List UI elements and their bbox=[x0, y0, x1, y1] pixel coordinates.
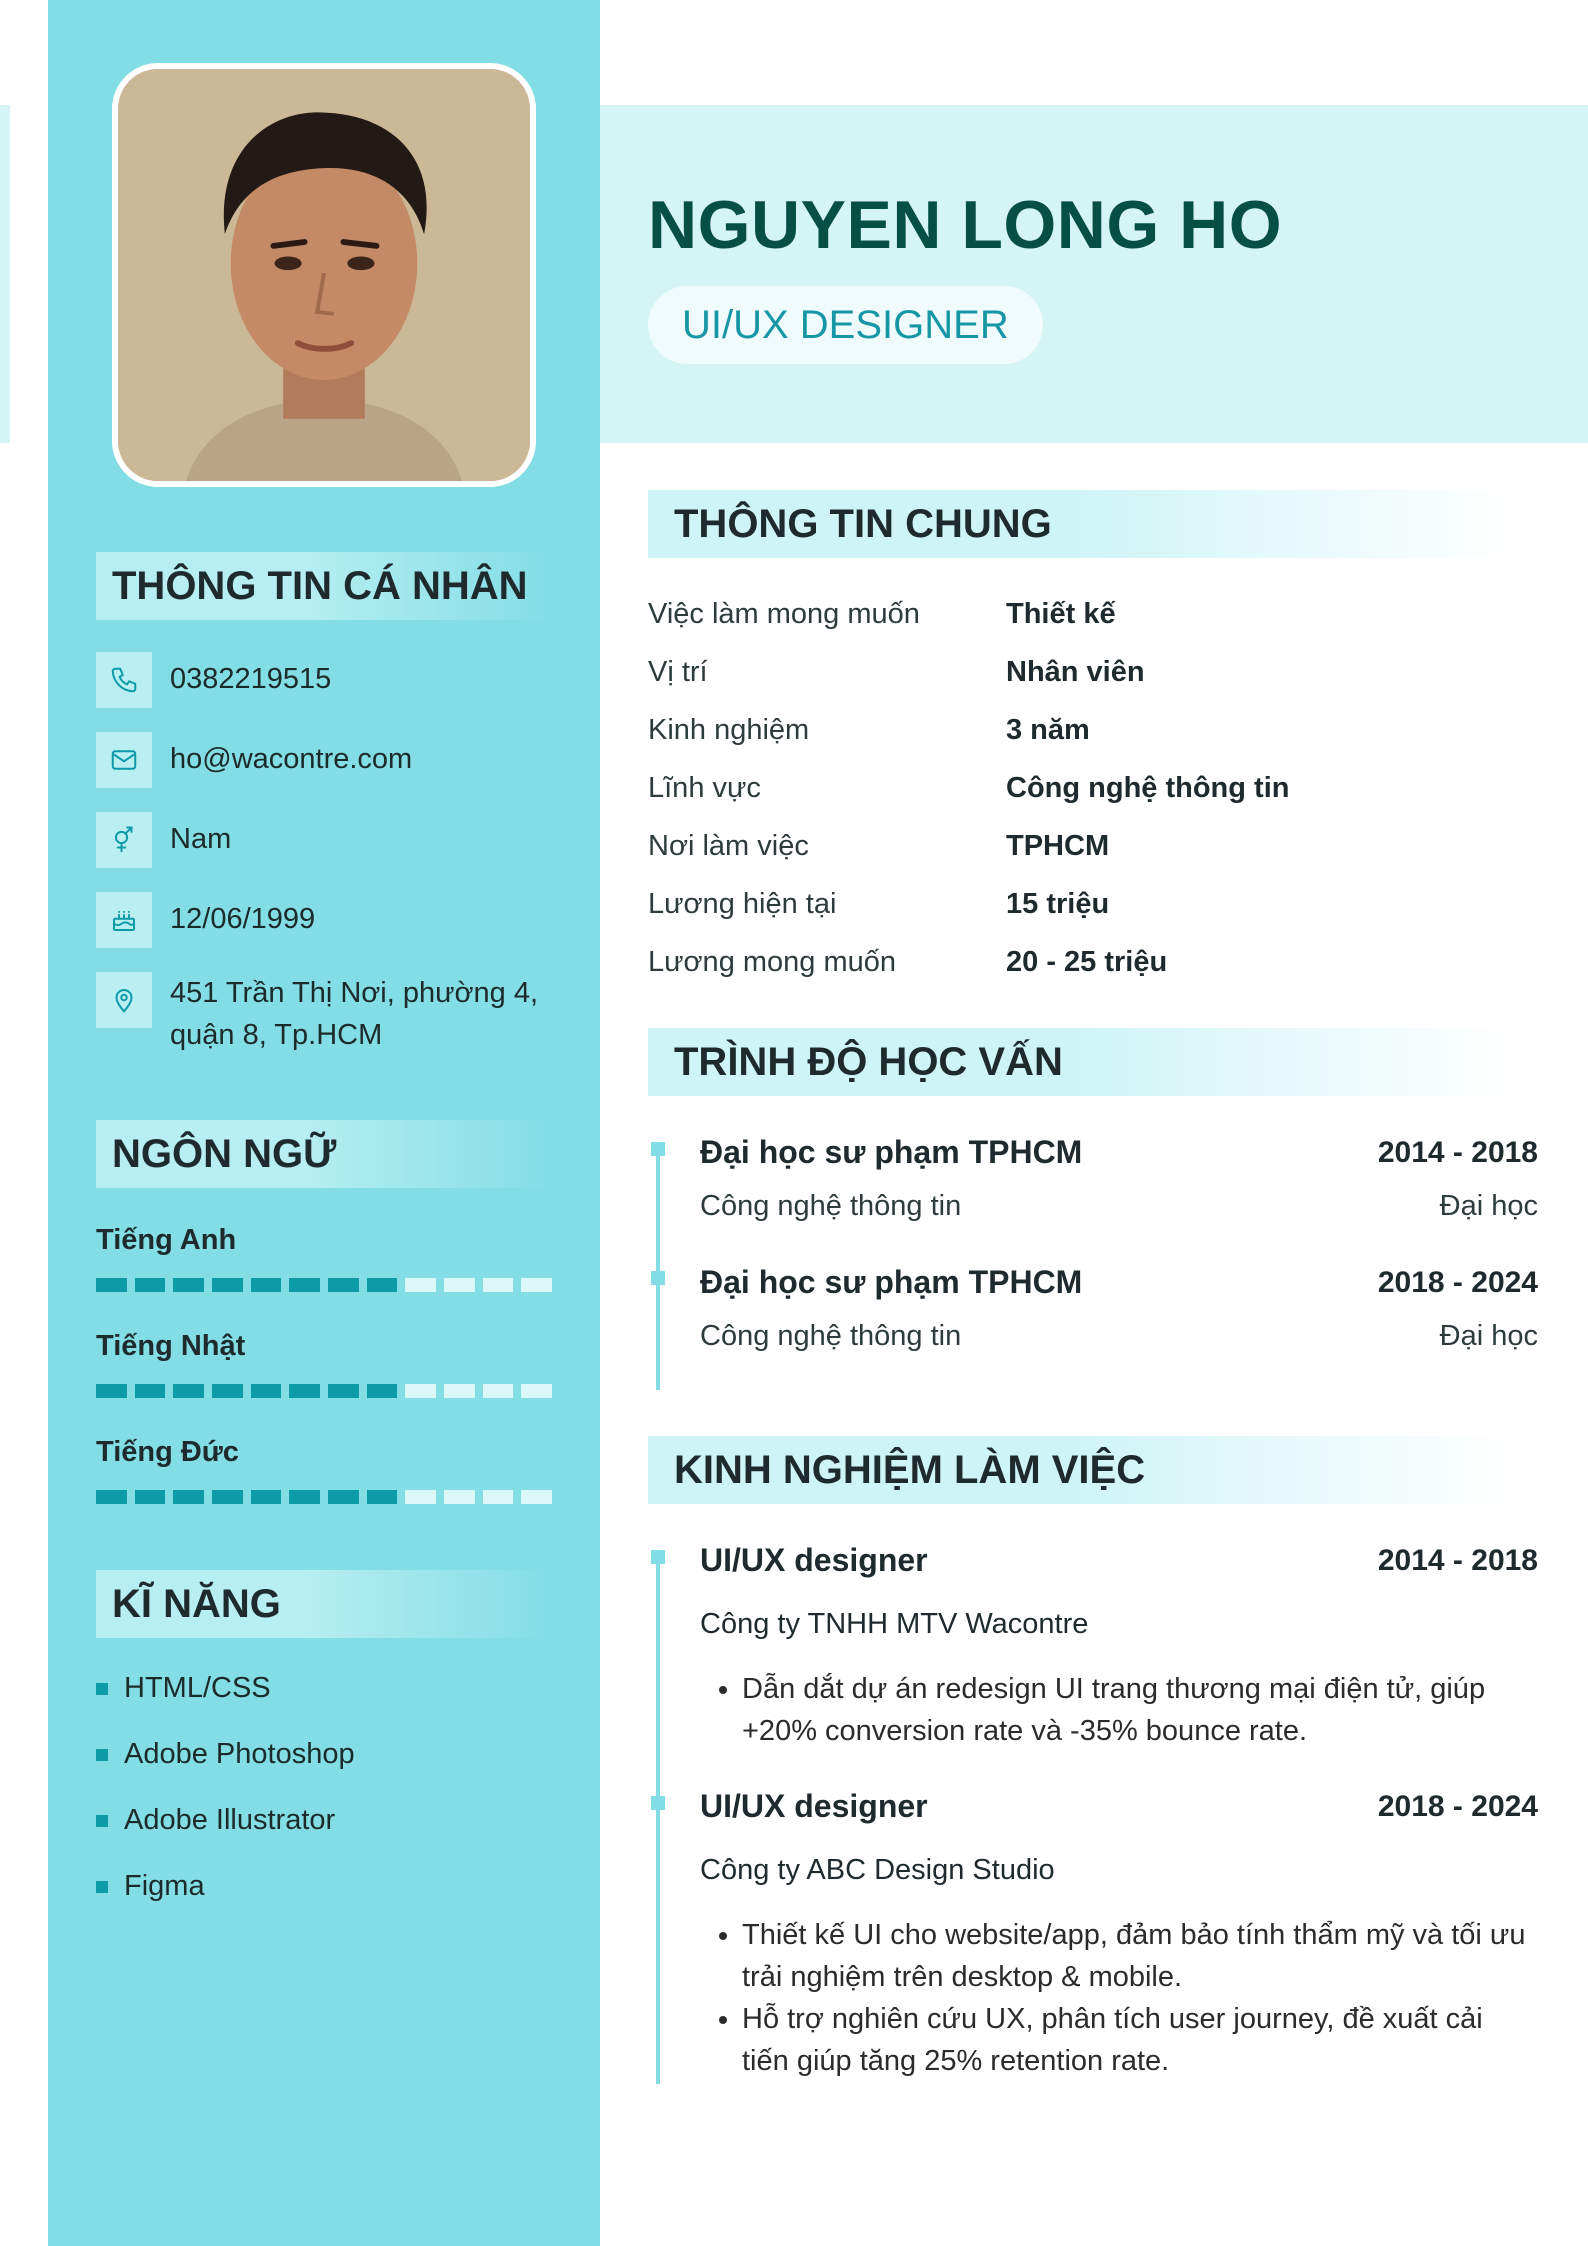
bullet-square-icon bbox=[96, 1815, 108, 1827]
education-major: Công nghệ thông tin bbox=[700, 1320, 962, 1352]
education-degree: Đại học bbox=[1439, 1320, 1538, 1352]
languages-heading: NGÔN NGỮ bbox=[96, 1120, 556, 1188]
language-level-bar bbox=[96, 1278, 552, 1292]
birthday: 12/06/1999 bbox=[170, 903, 316, 935]
timeline-line bbox=[656, 1550, 660, 2084]
job-achievements bbox=[742, 1668, 1532, 1752]
job-years: 2014 - 2018 bbox=[1377, 1544, 1538, 1577]
info-value: Thiết kế bbox=[1006, 598, 1116, 630]
education-school: Đại học sư phạm TPHCM bbox=[700, 1264, 1083, 1300]
contact-phone bbox=[96, 652, 576, 708]
level-segment bbox=[444, 1490, 475, 1504]
job-position-badge: UI/UX DESIGNER bbox=[648, 286, 1043, 364]
language-level-bar bbox=[96, 1384, 552, 1398]
info-value: TPHCM bbox=[1006, 830, 1110, 862]
timeline-dot bbox=[651, 1271, 665, 1285]
address bbox=[170, 972, 538, 1056]
job-years: 2018 - 2024 bbox=[1377, 1790, 1538, 1823]
level-segment bbox=[521, 1490, 552, 1504]
experience-heading: KINH NGHIỆM LÀM VIỆC bbox=[648, 1436, 1508, 1504]
language-name: Tiếng Anh bbox=[96, 1224, 237, 1256]
job-company: Công ty ABC Design Studio bbox=[700, 1854, 1055, 1886]
level-segment bbox=[328, 1384, 359, 1398]
skills-heading: KĨ NĂNG bbox=[96, 1570, 556, 1638]
level-segment bbox=[251, 1278, 282, 1292]
education-school: Đại học sư phạm TPHCM bbox=[700, 1134, 1083, 1170]
level-segment bbox=[405, 1384, 436, 1398]
avatar bbox=[112, 63, 536, 487]
gender: Nam bbox=[170, 823, 232, 855]
skill-item bbox=[96, 1804, 335, 1837]
level-segment bbox=[251, 1490, 282, 1504]
info-row bbox=[648, 594, 1116, 634]
skill-item bbox=[96, 1738, 355, 1771]
email-address: ho@wacontre.com bbox=[170, 743, 413, 775]
level-segment bbox=[483, 1278, 514, 1292]
info-value: Nhân viên bbox=[1006, 656, 1145, 688]
skill-label: Adobe Photoshop bbox=[124, 1738, 355, 1770]
level-segment bbox=[367, 1490, 398, 1504]
info-value: Công nghệ thông tin bbox=[1006, 772, 1290, 804]
timeline-dot bbox=[651, 1796, 665, 1810]
language-name: Tiếng Nhật bbox=[96, 1330, 246, 1362]
level-segment bbox=[212, 1384, 243, 1398]
level-segment bbox=[135, 1490, 166, 1504]
info-row bbox=[648, 710, 1090, 750]
job-company: Công ty TNHH MTV Wacontre bbox=[700, 1608, 1089, 1640]
candidate-name: NGUYEN LONG HO bbox=[648, 187, 1283, 263]
level-segment bbox=[251, 1384, 282, 1398]
header-band bbox=[598, 105, 1588, 443]
level-segment bbox=[444, 1278, 475, 1292]
level-segment bbox=[289, 1278, 320, 1292]
contact-email bbox=[96, 732, 576, 788]
skill-label: Figma bbox=[124, 1870, 205, 1902]
decorative-strip bbox=[0, 105, 10, 443]
bullet-square-icon bbox=[96, 1881, 108, 1893]
info-label: Lương hiện tại bbox=[648, 888, 837, 920]
level-segment bbox=[173, 1490, 204, 1504]
info-label: Nơi làm việc bbox=[648, 830, 809, 862]
mail-icon bbox=[96, 732, 152, 788]
personal-info-heading: THÔNG TIN CÁ NHÂN bbox=[96, 552, 556, 620]
level-segment bbox=[96, 1490, 127, 1504]
info-value: 3 năm bbox=[1006, 714, 1090, 746]
bullet-square-icon bbox=[96, 1749, 108, 1761]
phone-number: 0382219515 bbox=[170, 663, 332, 695]
skill-item bbox=[96, 1870, 205, 1903]
level-segment bbox=[328, 1490, 359, 1504]
level-segment bbox=[289, 1384, 320, 1398]
level-segment bbox=[444, 1384, 475, 1398]
bullet-square-icon bbox=[96, 1683, 108, 1695]
level-segment bbox=[173, 1384, 204, 1398]
cake-icon bbox=[96, 892, 152, 948]
info-row bbox=[648, 826, 1109, 866]
education-major: Công nghệ thông tin bbox=[700, 1190, 962, 1222]
job-bullet: • Dẫn dắt dự án redesign UI trang thương mại điện tử, giúp +20% conversion rate và -35% bounce rate. bbox=[742, 1668, 1532, 1752]
job-bullet: • Thiết kế UI cho website/app, đảm bảo tính thẩm mỹ và tối ưu trải nghiệm trên desktop & mobile. bbox=[742, 1914, 1532, 1998]
language-level-bar bbox=[96, 1490, 552, 1504]
level-segment bbox=[173, 1278, 204, 1292]
job-achievements bbox=[742, 1914, 1532, 2082]
info-value: 15 triệu bbox=[1006, 888, 1110, 920]
info-row bbox=[648, 652, 1145, 692]
info-label: Kinh nghiệm bbox=[648, 714, 810, 746]
portrait-image bbox=[118, 69, 530, 481]
contact-gender bbox=[96, 812, 576, 868]
level-segment bbox=[212, 1278, 243, 1292]
level-segment bbox=[483, 1384, 514, 1398]
level-segment bbox=[483, 1490, 514, 1504]
info-row bbox=[648, 884, 1109, 924]
level-segment bbox=[289, 1490, 320, 1504]
level-segment bbox=[405, 1278, 436, 1292]
level-segment bbox=[135, 1278, 166, 1292]
info-label: Việc làm mong muốn bbox=[648, 598, 920, 630]
timeline-line bbox=[656, 1142, 660, 1390]
job-bullet: • Hỗ trợ nghiên cứu UX, phân tích user journey, đề xuất cải tiến giúp tăng 25% retention rate. bbox=[742, 1998, 1532, 2082]
level-segment bbox=[367, 1278, 398, 1292]
info-row bbox=[648, 942, 1167, 982]
level-segment bbox=[367, 1384, 398, 1398]
education-degree: Đại học bbox=[1439, 1190, 1538, 1222]
timeline-dot bbox=[651, 1550, 665, 1564]
skill-label: HTML/CSS bbox=[124, 1672, 271, 1704]
level-segment bbox=[521, 1384, 552, 1398]
level-segment bbox=[96, 1384, 127, 1398]
education-years: 2018 - 2024 bbox=[1377, 1266, 1538, 1299]
level-segment bbox=[405, 1490, 436, 1504]
level-segment bbox=[212, 1490, 243, 1504]
general-info-heading: THÔNG TIN CHUNG bbox=[648, 490, 1508, 558]
info-value: 20 - 25 triệu bbox=[1006, 946, 1168, 978]
level-segment bbox=[521, 1278, 552, 1292]
info-row bbox=[648, 768, 1289, 808]
language-name: Tiếng Đức bbox=[96, 1436, 239, 1468]
education-heading: TRÌNH ĐỘ HỌC VẤN bbox=[648, 1028, 1508, 1096]
location-pin-icon bbox=[96, 972, 152, 1028]
level-segment bbox=[328, 1278, 359, 1292]
timeline-dot bbox=[651, 1142, 665, 1156]
skill-item bbox=[96, 1672, 271, 1705]
skill-label: Adobe Illustrator bbox=[124, 1804, 336, 1836]
education-years: 2014 - 2018 bbox=[1377, 1136, 1538, 1169]
info-label: Lĩnh vực bbox=[648, 772, 761, 804]
info-label: Lương mong muốn bbox=[648, 946, 897, 978]
level-segment bbox=[96, 1278, 127, 1292]
phone-icon bbox=[96, 652, 152, 708]
job-title: UI/UX designer bbox=[700, 1788, 928, 1824]
job-title: UI/UX designer bbox=[700, 1542, 928, 1578]
level-segment bbox=[135, 1384, 166, 1398]
info-label: Vị trí bbox=[648, 656, 708, 688]
address-line-1: 451 Trần Thị Nơi, phường 4, bbox=[170, 977, 539, 1009]
contact-address bbox=[96, 972, 576, 1056]
gender-icon bbox=[96, 812, 152, 868]
address-line-2: quận 8, Tp.HCM bbox=[170, 1019, 383, 1051]
contact-birthday bbox=[96, 892, 576, 948]
